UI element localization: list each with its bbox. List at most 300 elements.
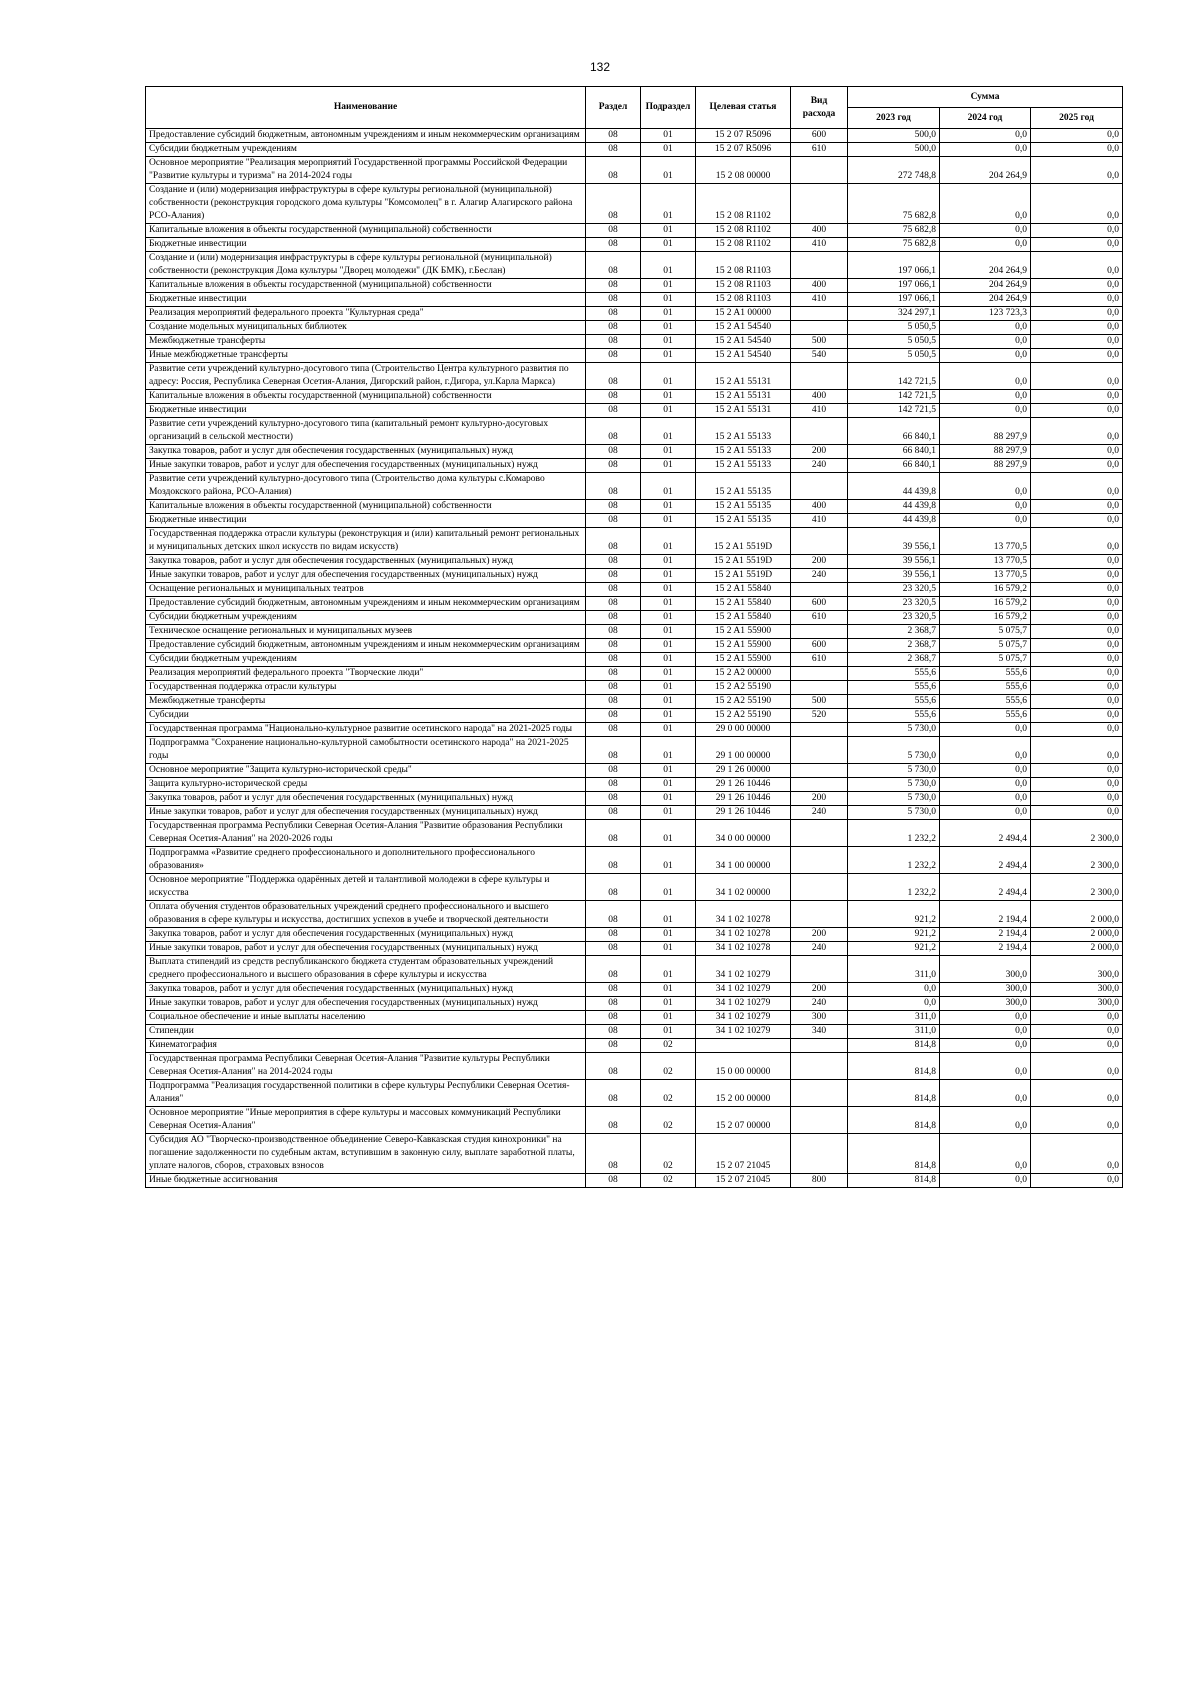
row-name: Развитие сети учреждений культурно-досугового типа (капитальный ремонт культурно-досуговых организаций в сельской местности): [146, 418, 586, 445]
row-sum-2025: 0,0: [1031, 307, 1123, 321]
row-sum-2025: 0,0: [1031, 349, 1123, 363]
table-row: [146, 528, 1123, 555]
row-subsection: 01: [641, 293, 696, 307]
row-sum-2024: 13 770,5: [940, 555, 1031, 569]
row-expense-type: 300: [791, 1011, 848, 1025]
row-sum-2023: 39 556,1: [848, 555, 940, 569]
row-name: Иные закупки товаров, работ и услуг для обеспечения государственных (муниципальных) нужд: [146, 459, 586, 473]
row-sum-2025: 0,0: [1031, 792, 1123, 806]
row-sum-2023: 5 730,0: [848, 792, 940, 806]
row-section: 08: [586, 625, 641, 639]
row-subsection: 02: [641, 1080, 696, 1107]
header-2024: 2024 год: [940, 108, 1031, 129]
row-sum-2023: 66 840,1: [848, 459, 940, 473]
row-section: 08: [586, 820, 641, 847]
row-target: 15 2 08 R1103: [696, 293, 791, 307]
row-sum-2024: 0,0: [940, 321, 1031, 335]
row-target: 15 2 A1 00000: [696, 307, 791, 321]
row-sum-2025: 0,0: [1031, 514, 1123, 528]
row-section: 08: [586, 997, 641, 1011]
table-row: [146, 238, 1123, 252]
row-sum-2024: 2 194,4: [940, 901, 1031, 928]
row-expense-type: [791, 528, 848, 555]
row-name: Государственная поддержка отрасли культуры: [146, 681, 586, 695]
row-subsection: 02: [641, 1107, 696, 1134]
table-row: [146, 335, 1123, 349]
row-section: 08: [586, 514, 641, 528]
row-target: 34 1 02 10279: [696, 983, 791, 997]
row-section: 08: [586, 723, 641, 737]
row-name: Иные закупки товаров, работ и услуг для обеспечения государственных (муниципальных) нужд: [146, 806, 586, 820]
row-expense-type: 240: [791, 569, 848, 583]
table-row: [146, 806, 1123, 820]
row-name: Бюджетные инвестиции: [146, 238, 586, 252]
row-subsection: 01: [641, 157, 696, 184]
row-section: 08: [586, 321, 641, 335]
row-name: Стипендии: [146, 1025, 586, 1039]
row-expense-type: [791, 307, 848, 321]
row-target: 34 1 02 10278: [696, 901, 791, 928]
row-subsection: 01: [641, 806, 696, 820]
row-sum-2024: 2 194,4: [940, 928, 1031, 942]
table-row: [146, 1134, 1123, 1174]
row-sum-2024: 0,0: [940, 238, 1031, 252]
table-body: [146, 129, 1123, 1188]
row-expense-type: [791, 1080, 848, 1107]
row-subsection: 01: [641, 569, 696, 583]
row-target: 34 1 02 10278: [696, 928, 791, 942]
row-target: 15 2 A1 55900: [696, 639, 791, 653]
row-subsection: 01: [641, 942, 696, 956]
row-section: 08: [586, 293, 641, 307]
table-row: [146, 555, 1123, 569]
row-expense-type: 200: [791, 445, 848, 459]
row-sum-2025: 0,0: [1031, 143, 1123, 157]
row-sum-2024: 0,0: [940, 335, 1031, 349]
row-sum-2024: 0,0: [940, 363, 1031, 390]
row-expense-type: 240: [791, 942, 848, 956]
row-sum-2024: 0,0: [940, 778, 1031, 792]
row-sum-2024: 0,0: [940, 514, 1031, 528]
row-sum-2025: 0,0: [1031, 667, 1123, 681]
row-sum-2024: 2 494,4: [940, 820, 1031, 847]
row-expense-type: 240: [791, 459, 848, 473]
row-expense-type: 400: [791, 224, 848, 238]
row-sum-2023: 921,2: [848, 942, 940, 956]
row-subsection: 01: [641, 555, 696, 569]
row-sum-2024: 2 194,4: [940, 942, 1031, 956]
row-subsection: 01: [641, 459, 696, 473]
row-sum-2025: 2 000,0: [1031, 901, 1123, 928]
row-name: Основное мероприятие "Поддержка одарённых детей и талантливой молодежи в сфере культуры и искусства: [146, 874, 586, 901]
row-expense-type: 340: [791, 1025, 848, 1039]
row-subsection: 01: [641, 901, 696, 928]
table-row: [146, 723, 1123, 737]
row-sum-2025: 0,0: [1031, 459, 1123, 473]
row-sum-2024: 0,0: [940, 737, 1031, 764]
row-expense-type: 400: [791, 390, 848, 404]
row-sum-2023: 1 232,2: [848, 820, 940, 847]
table-row: [146, 583, 1123, 597]
row-sum-2024: 88 297,9: [940, 459, 1031, 473]
row-sum-2025: 0,0: [1031, 597, 1123, 611]
row-sum-2024: 0,0: [940, 723, 1031, 737]
row-target: 15 2 A1 5519D: [696, 528, 791, 555]
row-target: 15 2 A1 54540: [696, 321, 791, 335]
row-sum-2023: 814,8: [848, 1134, 940, 1174]
row-expense-type: 610: [791, 143, 848, 157]
row-name: Закупка товаров, работ и услуг для обеспечения государственных (муниципальных) нужд: [146, 792, 586, 806]
row-section: 08: [586, 764, 641, 778]
table-row: [146, 363, 1123, 390]
row-section: 08: [586, 737, 641, 764]
table-row: [146, 611, 1123, 625]
table-row: [146, 667, 1123, 681]
row-target: 15 2 A1 55131: [696, 363, 791, 390]
row-sum-2024: 300,0: [940, 983, 1031, 997]
table-row: [146, 321, 1123, 335]
row-sum-2025: 2 300,0: [1031, 820, 1123, 847]
row-sum-2023: 1 232,2: [848, 847, 940, 874]
row-subsection: 01: [641, 847, 696, 874]
row-sum-2023: 814,8: [848, 1039, 940, 1053]
row-sum-2023: 311,0: [848, 956, 940, 983]
table-row: [146, 597, 1123, 611]
row-section: 08: [586, 1011, 641, 1025]
row-name: Бюджетные инвестиции: [146, 514, 586, 528]
table-row: [146, 764, 1123, 778]
row-sum-2023: 324 297,1: [848, 307, 940, 321]
row-section: 08: [586, 184, 641, 224]
row-sum-2024: 0,0: [940, 1174, 1031, 1188]
row-sum-2025: 0,0: [1031, 1174, 1123, 1188]
row-sum-2024: 204 264,9: [940, 293, 1031, 307]
row-sum-2023: 75 682,8: [848, 184, 940, 224]
row-target: 15 2 07 21045: [696, 1134, 791, 1174]
row-expense-type: 200: [791, 928, 848, 942]
table-row: [146, 1025, 1123, 1039]
row-section: 08: [586, 143, 641, 157]
table-row: [146, 1053, 1123, 1080]
row-section: 08: [586, 569, 641, 583]
row-name: Предоставление субсидий бюджетным, автономным учреждениям и иным некоммерческим организациям: [146, 597, 586, 611]
row-sum-2025: 0,0: [1031, 157, 1123, 184]
row-sum-2023: 5 050,5: [848, 349, 940, 363]
row-expense-type: 600: [791, 129, 848, 143]
row-sum-2024: 0,0: [940, 473, 1031, 500]
row-sum-2024: 0,0: [940, 806, 1031, 820]
row-target: 15 2 A1 5519D: [696, 569, 791, 583]
row-expense-type: [791, 764, 848, 778]
row-sum-2024: 204 264,9: [940, 252, 1031, 279]
row-sum-2025: 0,0: [1031, 1134, 1123, 1174]
row-sum-2023: 921,2: [848, 901, 940, 928]
row-sum-2024: 555,6: [940, 709, 1031, 723]
row-section: 08: [586, 709, 641, 723]
table-row: [146, 473, 1123, 500]
row-sum-2024: 0,0: [940, 1025, 1031, 1039]
row-subsection: 01: [641, 997, 696, 1011]
row-name: Субсидии бюджетным учреждениям: [146, 653, 586, 667]
row-sum-2025: 0,0: [1031, 695, 1123, 709]
row-sum-2023: 5 730,0: [848, 806, 940, 820]
row-subsection: 01: [641, 639, 696, 653]
row-target: 15 2 00 00000: [696, 1080, 791, 1107]
row-sum-2025: 0,0: [1031, 611, 1123, 625]
row-section: 08: [586, 459, 641, 473]
row-target: 34 1 00 00000: [696, 847, 791, 874]
table-row: [146, 445, 1123, 459]
row-expense-type: 200: [791, 555, 848, 569]
row-sum-2025: 0,0: [1031, 445, 1123, 459]
row-section: 08: [586, 224, 641, 238]
header-name: Наименование: [146, 87, 586, 129]
row-expense-type: 410: [791, 293, 848, 307]
row-name: Межбюджетные трансферты: [146, 335, 586, 349]
table-row: [146, 1107, 1123, 1134]
row-sum-2024: 204 264,9: [940, 279, 1031, 293]
row-subsection: 01: [641, 583, 696, 597]
row-target: 34 1 02 10278: [696, 942, 791, 956]
row-section: 08: [586, 473, 641, 500]
row-target: 15 2 A1 55131: [696, 404, 791, 418]
row-section: 08: [586, 1134, 641, 1174]
row-expense-type: [791, 157, 848, 184]
row-section: 08: [586, 1053, 641, 1080]
table-row: [146, 956, 1123, 983]
row-sum-2023: 5 730,0: [848, 723, 940, 737]
table-row: [146, 928, 1123, 942]
row-name: Создание и (или) модернизация инфраструктуры в сфере культуры региональной (муниципальной) собственности (реконструкция городского дома культуры "Комсомолец" в г. Алагир Алагирского района РСО-Алания): [146, 184, 586, 224]
row-subsection: 01: [641, 792, 696, 806]
row-expense-type: [791, 723, 848, 737]
row-section: 08: [586, 279, 641, 293]
row-expense-type: [791, 737, 848, 764]
table-row: [146, 639, 1123, 653]
row-sum-2023: 75 682,8: [848, 238, 940, 252]
row-sum-2024: 0,0: [940, 143, 1031, 157]
row-section: 08: [586, 874, 641, 901]
row-expense-type: [791, 681, 848, 695]
row-target: 15 2 07 21045: [696, 1174, 791, 1188]
row-sum-2025: 0,0: [1031, 1039, 1123, 1053]
row-target: 15 2 A2 55190: [696, 681, 791, 695]
table-row: [146, 737, 1123, 764]
table-row: [146, 695, 1123, 709]
row-sum-2023: 5 050,5: [848, 335, 940, 349]
row-section: 08: [586, 806, 641, 820]
row-subsection: 01: [641, 184, 696, 224]
row-target: 15 2 A1 54540: [696, 349, 791, 363]
row-subsection: 01: [641, 956, 696, 983]
row-sum-2023: 500,0: [848, 143, 940, 157]
row-section: 08: [586, 901, 641, 928]
row-sum-2023: 814,8: [848, 1174, 940, 1188]
row-sum-2025: 0,0: [1031, 184, 1123, 224]
header-2023: 2023 год: [848, 108, 940, 129]
row-section: 08: [586, 307, 641, 321]
row-expense-type: [791, 321, 848, 335]
table-row: [146, 1174, 1123, 1188]
row-target: 34 1 02 00000: [696, 874, 791, 901]
row-expense-type: [791, 1053, 848, 1080]
row-sum-2025: 0,0: [1031, 528, 1123, 555]
row-name: Подпрограмма «Развитие среднего профессионального и дополнительного профессионального образования»: [146, 847, 586, 874]
row-sum-2024: 16 579,2: [940, 611, 1031, 625]
table-row: [146, 820, 1123, 847]
row-expense-type: 600: [791, 639, 848, 653]
row-name: Государственная программа Республики Северная Осетия-Алания "Развитие культуры Республики Северная Осетия-Алания" на 2014-2024 годы: [146, 1053, 586, 1080]
row-sum-2025: 2 300,0: [1031, 874, 1123, 901]
row-sum-2024: 0,0: [940, 404, 1031, 418]
table-row: [146, 942, 1123, 956]
row-section: 08: [586, 363, 641, 390]
row-expense-type: 400: [791, 500, 848, 514]
row-target: 15 2 A1 55840: [696, 597, 791, 611]
table-row: [146, 997, 1123, 1011]
row-sum-2024: 555,6: [940, 695, 1031, 709]
row-sum-2025: 0,0: [1031, 1053, 1123, 1080]
row-sum-2024: 88 297,9: [940, 445, 1031, 459]
row-name: Закупка товаров, работ и услуг для обеспечения государственных (муниципальных) нужд: [146, 445, 586, 459]
row-target: 15 2 A1 55840: [696, 611, 791, 625]
row-sum-2025: 0,0: [1031, 390, 1123, 404]
row-sum-2024: 88 297,9: [940, 418, 1031, 445]
row-target: 15 2 07 R5096: [696, 143, 791, 157]
row-name: Оснащение региональных и муниципальных театров: [146, 583, 586, 597]
row-expense-type: [791, 363, 848, 390]
row-expense-type: [791, 625, 848, 639]
row-target: 15 2 08 R1102: [696, 184, 791, 224]
row-sum-2023: 23 320,5: [848, 611, 940, 625]
row-target: 29 1 00 00000: [696, 737, 791, 764]
row-name: Выплата стипендий из средств республиканского бюджета студентам образовательных учреждений среднего профессионального и высшего образования в сфере культуры и искусства: [146, 956, 586, 983]
row-sum-2023: 555,6: [848, 709, 940, 723]
row-name: Субсидии бюджетным учреждениям: [146, 611, 586, 625]
row-section: 08: [586, 445, 641, 459]
header-section: Раздел: [586, 87, 641, 129]
row-expense-type: 200: [791, 983, 848, 997]
row-sum-2024: 13 770,5: [940, 528, 1031, 555]
row-sum-2023: 814,8: [848, 1080, 940, 1107]
row-name: Техническое оснащение региональных и муниципальных музеев: [146, 625, 586, 639]
row-expense-type: 800: [791, 1174, 848, 1188]
row-subsection: 01: [641, 129, 696, 143]
row-sum-2024: 300,0: [940, 997, 1031, 1011]
row-name: Иные закупки товаров, работ и услуг для обеспечения государственных (муниципальных) нужд: [146, 942, 586, 956]
row-sum-2024: 0,0: [940, 390, 1031, 404]
table-row: [146, 224, 1123, 238]
row-sum-2025: 0,0: [1031, 653, 1123, 667]
row-sum-2025: 300,0: [1031, 983, 1123, 997]
row-section: 08: [586, 942, 641, 956]
row-subsection: 01: [641, 321, 696, 335]
row-sum-2023: 0,0: [848, 983, 940, 997]
row-sum-2023: 39 556,1: [848, 569, 940, 583]
row-target: 15 2 07 00000: [696, 1107, 791, 1134]
row-sum-2024: 0,0: [940, 1039, 1031, 1053]
table-row: [146, 569, 1123, 583]
table-row: [146, 279, 1123, 293]
row-target: 34 1 02 10279: [696, 1025, 791, 1039]
row-sum-2023: 555,6: [848, 681, 940, 695]
row-sum-2025: 0,0: [1031, 764, 1123, 778]
row-sum-2024: 2 494,4: [940, 847, 1031, 874]
row-subsection: 01: [641, 143, 696, 157]
row-sum-2025: 0,0: [1031, 363, 1123, 390]
row-section: 08: [586, 349, 641, 363]
table-row: [146, 459, 1123, 473]
row-subsection: 01: [641, 653, 696, 667]
row-subsection: 01: [641, 238, 696, 252]
row-subsection: 01: [641, 418, 696, 445]
row-sum-2025: 2 000,0: [1031, 928, 1123, 942]
row-sum-2024: 0,0: [940, 349, 1031, 363]
row-sum-2023: 75 682,8: [848, 224, 940, 238]
row-expense-type: [791, 252, 848, 279]
row-subsection: 02: [641, 1174, 696, 1188]
table-header: [146, 87, 1123, 129]
row-expense-type: [791, 778, 848, 792]
row-sum-2023: 814,8: [848, 1053, 940, 1080]
row-sum-2025: 0,0: [1031, 1011, 1123, 1025]
row-sum-2023: 23 320,5: [848, 597, 940, 611]
row-name: Реализация мероприятий федерального проекта "Культурная среда": [146, 307, 586, 321]
row-subsection: 02: [641, 1039, 696, 1053]
row-name: Предоставление субсидий бюджетным, автономным учреждениям и иным некоммерческим организациям: [146, 129, 586, 143]
table-row: [146, 157, 1123, 184]
table-row: [146, 1011, 1123, 1025]
table-row: [146, 983, 1123, 997]
row-sum-2024: 2 494,4: [940, 874, 1031, 901]
row-sum-2024: 555,6: [940, 667, 1031, 681]
row-sum-2025: 0,0: [1031, 1107, 1123, 1134]
row-expense-type: 520: [791, 709, 848, 723]
row-sum-2024: 0,0: [940, 1107, 1031, 1134]
row-target: 15 2 A1 55135: [696, 500, 791, 514]
table-row: [146, 1080, 1123, 1107]
row-sum-2023: 5 730,0: [848, 778, 940, 792]
row-expense-type: [791, 418, 848, 445]
row-expense-type: [791, 820, 848, 847]
row-name: Создание модельных муниципальных библиотек: [146, 321, 586, 335]
row-section: 08: [586, 555, 641, 569]
row-target: [696, 1039, 791, 1053]
row-expense-type: 540: [791, 349, 848, 363]
row-target: 15 2 A2 00000: [696, 667, 791, 681]
row-name: Субсидии: [146, 709, 586, 723]
row-expense-type: [791, 956, 848, 983]
row-name: Закупка товаров, работ и услуг для обеспечения государственных (муниципальных) нужд: [146, 928, 586, 942]
row-name: Иные бюджетные ассигнования: [146, 1174, 586, 1188]
row-sum-2024: 0,0: [940, 184, 1031, 224]
row-name: Капитальные вложения в объекты государственной (муниципальной) собственности: [146, 279, 586, 293]
table-row: [146, 404, 1123, 418]
row-sum-2023: 23 320,5: [848, 583, 940, 597]
row-sum-2023: 5 730,0: [848, 737, 940, 764]
row-target: 15 2 08 R1103: [696, 252, 791, 279]
row-subsection: 01: [641, 983, 696, 997]
row-sum-2025: 300,0: [1031, 997, 1123, 1011]
row-sum-2025: 0,0: [1031, 681, 1123, 695]
table-row: [146, 500, 1123, 514]
row-subsection: 01: [641, 778, 696, 792]
row-section: 08: [586, 500, 641, 514]
row-subsection: 01: [641, 514, 696, 528]
table-row: [146, 293, 1123, 307]
row-subsection: 01: [641, 709, 696, 723]
table-row: [146, 625, 1123, 639]
